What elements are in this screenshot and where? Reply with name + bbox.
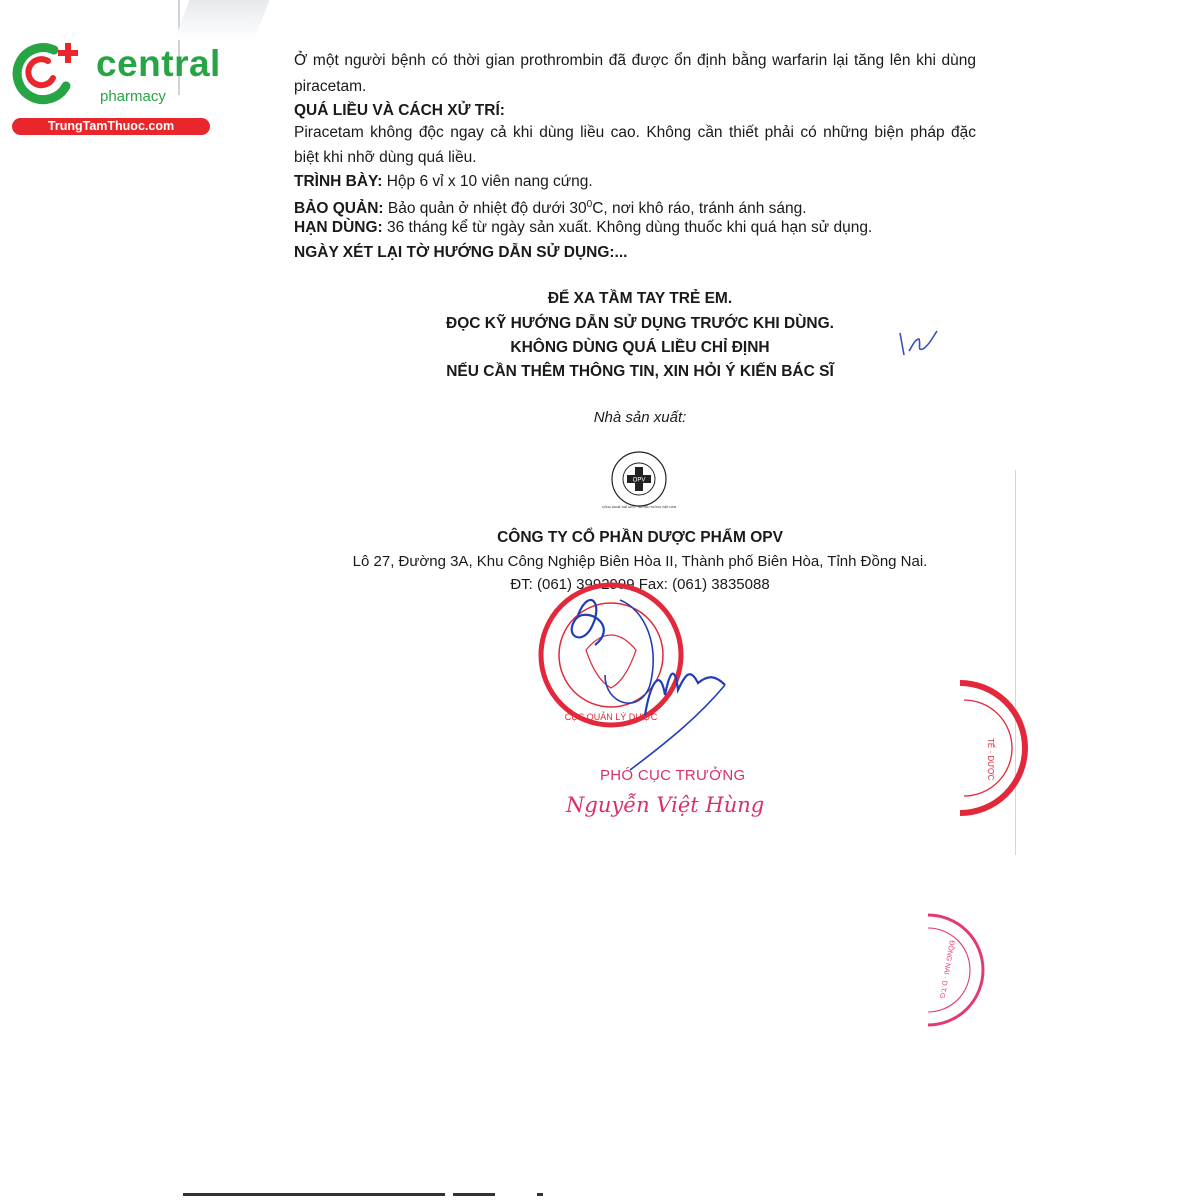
logo-subtitle: pharmacy bbox=[100, 88, 166, 105]
handwritten-initial bbox=[895, 325, 940, 360]
presentation-label: TRÌNH BÀY: bbox=[294, 173, 383, 190]
partial-stamp-right-text: TẾ · DƯỢC bbox=[986, 738, 995, 781]
expiry-label: HẠN DÙNG: bbox=[294, 219, 383, 236]
signer-title: PHÓ CỤC TRƯỞNG bbox=[600, 767, 746, 784]
review-date: NGÀY XÉT LẠI TỜ HƯỚNG DẪN SỬ DỤNG:... bbox=[294, 244, 628, 261]
warning-1: ĐỂ XA TẦM TAY TRẺ EM. bbox=[547, 290, 733, 307]
overdose-line1: Piracetam không độc ngay cả khi dùng liều cao. Không cần thiết phải có những biện pháp đặc bbox=[294, 124, 976, 141]
warning-2: ĐỌC KỸ HƯỚNG DẪN SỬ DỤNG TRƯỚC KHI DÙNG. bbox=[446, 315, 834, 332]
overdose-heading: QUÁ LIỀU VÀ CÁCH XỬ TRÍ: bbox=[294, 102, 505, 119]
storage-degree: 0 bbox=[586, 199, 593, 210]
signer-name: Nguyễn Việt Hùng bbox=[566, 793, 765, 817]
storage-label: BẢO QUẢN: bbox=[294, 200, 384, 218]
presentation-text: Hộp 6 vỉ x 10 viên nang cứng. bbox=[382, 173, 593, 190]
warning-3: KHÔNG DÙNG QUÁ LIỀU CHỈ ĐỊNH bbox=[510, 339, 770, 356]
warfarin-note-line1: Ở một người bệnh có thời gian prothrombin đã được ổn định bằng warfarin lại tăng lên khi dùng bbox=[294, 52, 976, 69]
partial-stamp-lower-text: ĐỒNG NAI · D.T.G bbox=[937, 939, 955, 999]
stamp-text: CỤC QUẢN LÝ DƯỢC bbox=[564, 712, 658, 722]
storage-text-end: C, nơi khô ráo, tránh ánh sáng. bbox=[592, 200, 807, 218]
partial-stamp-right bbox=[950, 678, 1010, 818]
partial-stamp-lower-right bbox=[918, 910, 970, 1030]
company-address: Lô 27, Đường 3A, Khu Công Nghiệp Biên Hòa II, Thành phố Biên Hòa, Tỉnh Đồng Nai. bbox=[352, 553, 928, 570]
logo-website: TrungTamThuoc.com bbox=[12, 118, 210, 135]
presentation-line bbox=[294, 169, 593, 194]
emblem-ring-text: CÔNG NGHỆ THẾ GIỚI · TRUYỀN THỐNG VIỆT NAM bbox=[601, 505, 677, 509]
manufacturer-label: Nhà sản xuất: bbox=[593, 409, 687, 426]
company-name: CÔNG TY CỔ PHẦN DƯỢC PHẨM OPV bbox=[497, 529, 783, 546]
expiry-line bbox=[294, 215, 872, 240]
footer-rule bbox=[183, 1193, 445, 1196]
scan-shadow bbox=[175, 0, 270, 40]
logo-brand-name: central bbox=[96, 43, 221, 84]
signature bbox=[550, 575, 740, 775]
expiry-text: 36 tháng kể từ ngày sản xuất. Không dùng thuốc khi quá hạn sử dụng. bbox=[382, 219, 873, 236]
warfarin-note-line2: piracetam. bbox=[294, 78, 367, 95]
warning-4: NẾU CẦN THÊM THÔNG TIN, XIN HỎI Ý KIẾN BÁC SĨ bbox=[446, 363, 834, 380]
footer-rule bbox=[453, 1193, 495, 1196]
overdose-line2: biệt khi nhỡ dùng quá liều. bbox=[294, 149, 477, 166]
central-pharmacy-logo bbox=[10, 38, 221, 138]
emblem-center: OPV bbox=[632, 477, 646, 484]
company-phone-fax: ĐT: (061) 3992999 Fax: (061) 3835088 bbox=[510, 576, 770, 593]
opv-emblem-icon bbox=[601, 445, 677, 513]
footer-rule bbox=[537, 1193, 543, 1196]
page-edge-line bbox=[1015, 470, 1016, 855]
logo-mark-icon bbox=[10, 40, 88, 104]
storage-text: Bảo quản ở nhiệt độ dưới 30 bbox=[383, 200, 587, 218]
